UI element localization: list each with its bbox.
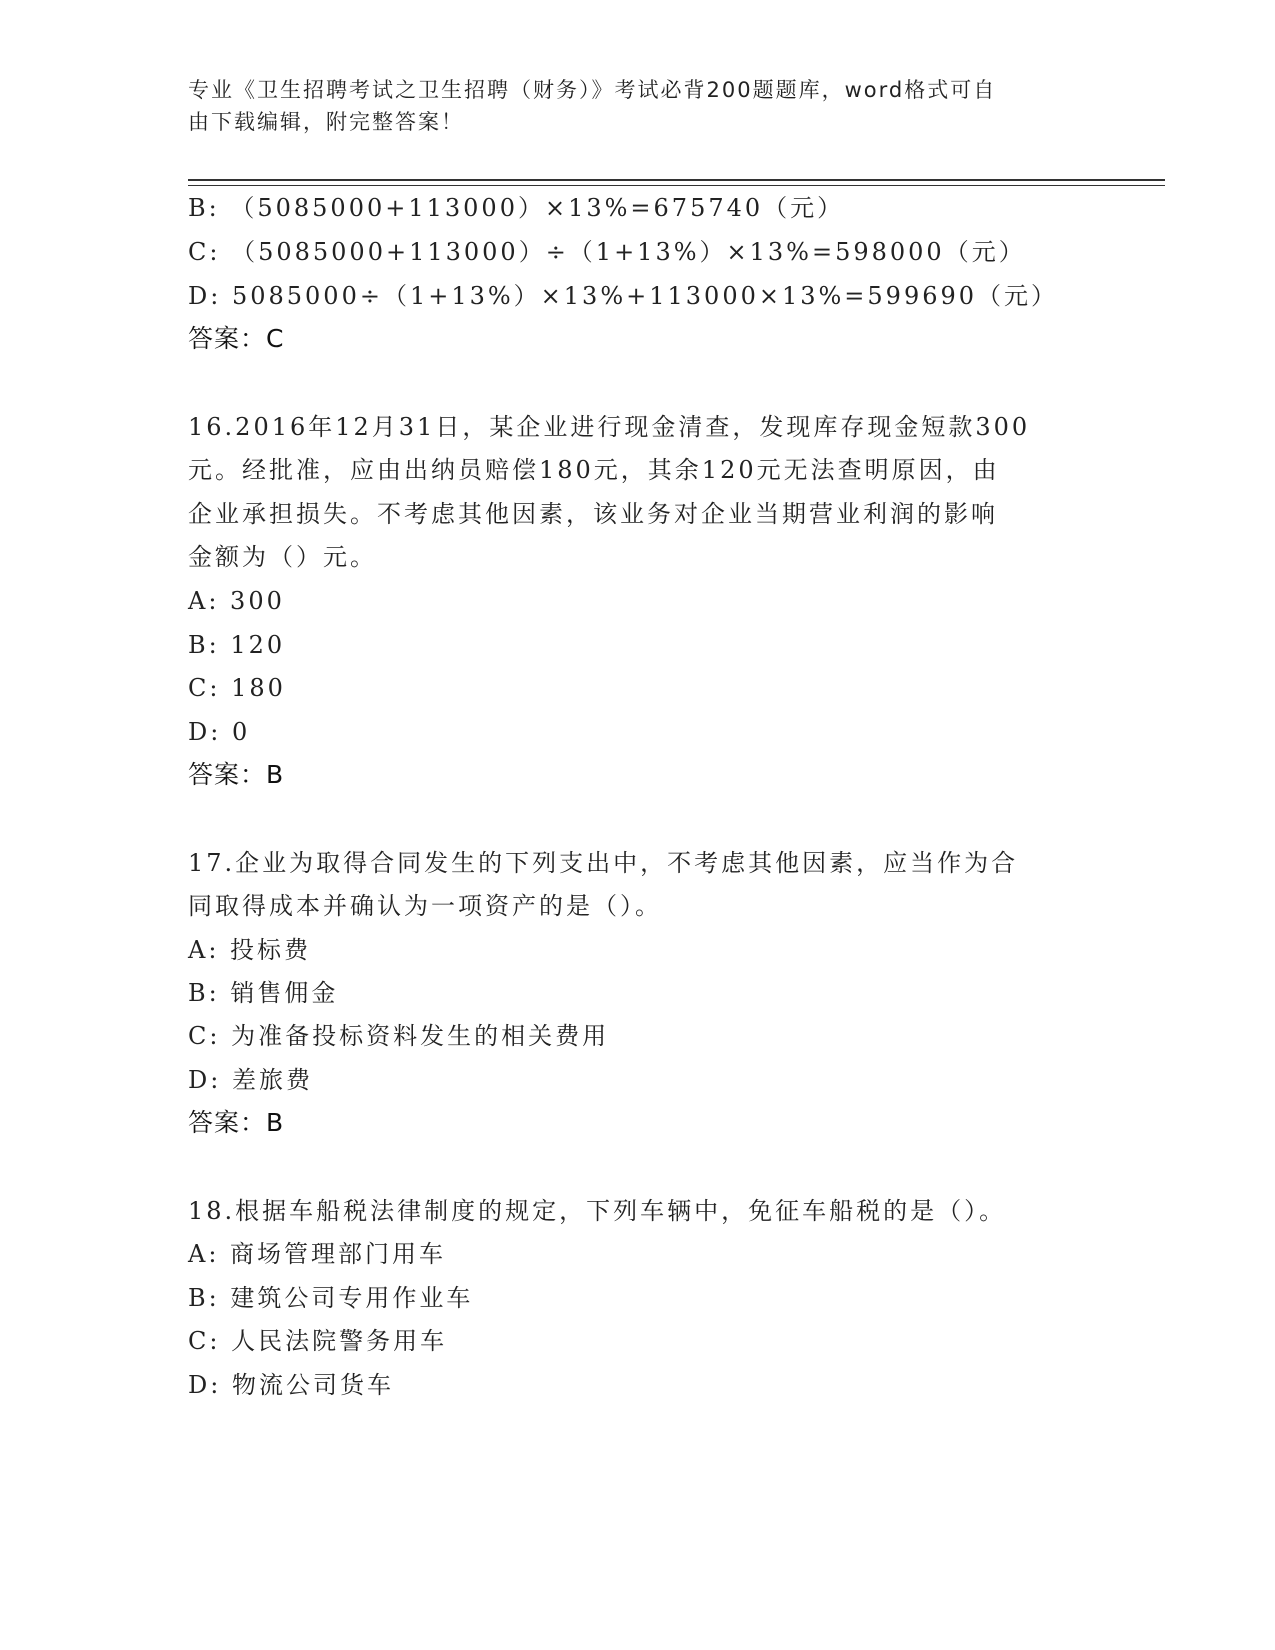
q17-option-c: C: 为准备投标资料发生的相关费用 (188, 1022, 610, 1050)
q17-option-d: D: 差旅费 (188, 1066, 313, 1094)
header-divider-thin (188, 185, 1165, 186)
q16-option-b: B: 120 (188, 631, 286, 659)
header-line-1: 专业《卫生招聘考试之卫生招聘（财务）》考试必背200题题库，word格式可自 (188, 78, 997, 102)
q16-stem-line-1: 16.2016年12月31日，某企业进行现金清查，发现库存现金短款300 (188, 413, 1031, 441)
header-line-2: 由下载编辑，附完整答案！ (188, 110, 464, 134)
q17-stem-line-1: 17.企业为取得合同发生的下列支出中，不考虑其他因素，应当作为合 (188, 849, 1019, 877)
q18-option-d: D: 物流公司货车 (188, 1371, 394, 1399)
q16-stem-line-4: 金额为（）元。 (188, 543, 377, 571)
q18-option-c: C: 人民法院警务用车 (188, 1327, 448, 1355)
q16-stem-line-3: 企业承担损失。不考虑其他因素，该业务对企业当期营业利润的影响 (188, 500, 998, 528)
q17-stem-line-2: 同取得成本并确认为一项资产的是（）。 (188, 892, 662, 920)
q18-option-b: B: 建筑公司专用作业车 (188, 1284, 474, 1312)
q16-option-d: D: 0 (188, 718, 251, 746)
q16-option-c: C: 180 (188, 674, 286, 702)
q17-answer: 答案：B (188, 1108, 285, 1137)
q17-option-a: A: 投标费 (188, 936, 312, 964)
q18-stem-line-1: 18.根据车船税法律制度的规定，下列车辆中，免征车船税的是（）。 (188, 1197, 1007, 1225)
q16-answer: 答案：B (188, 760, 285, 789)
q15-option-c: C: （5085000+113000）÷（1+13%）×13%=598000（元） (188, 238, 1026, 266)
q17-option-b: B: 销售佣金 (188, 979, 339, 1007)
q18-option-a: A: 商场管理部门用车 (188, 1240, 447, 1268)
q15-option-d: D: 5085000÷（1+13%）×13%+113000×13%=599690（元） (188, 282, 1059, 310)
q16-stem-line-2: 元。经批准，应由出纳员赔偿180元，其余120元无法查明原因，由 (188, 456, 1000, 484)
header-divider-thick (188, 179, 1165, 181)
q15-option-b: B: （5085000+113000）×13%=675740（元） (188, 194, 845, 222)
document-header (188, 74, 1088, 138)
q16-option-a: A: 300 (188, 587, 285, 615)
q15-answer: 答案：C (188, 324, 285, 353)
